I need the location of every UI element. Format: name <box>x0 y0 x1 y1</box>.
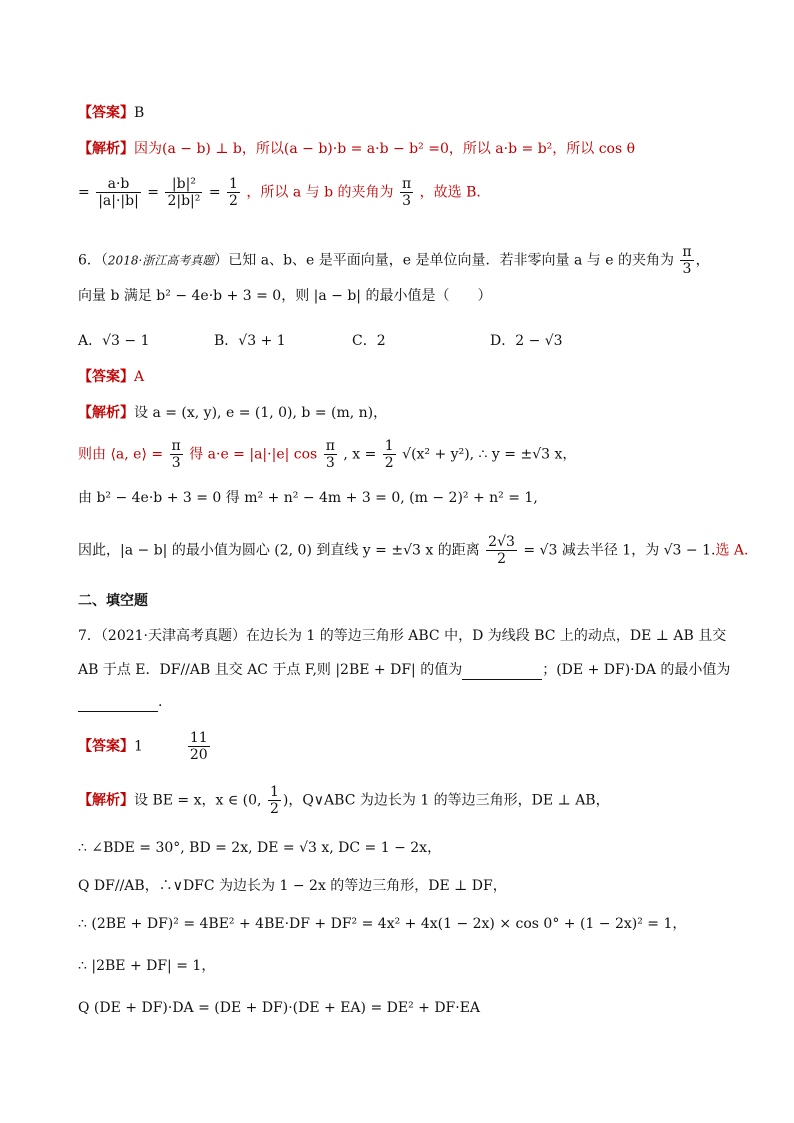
q6-analysis-line-4: 因此，|a − b| 的最小值为圆心 (2, 0) 到直线 y = ±√3 x 的距离 $\frac{2√3}{2}$ = √3 减去半径 1，为 √3 − 1.选 A. <box>78 534 749 567</box>
option-b: B．√3 + 1 <box>214 333 286 349</box>
q7-stem-line-1: 7．（2021·天津高考真题）在边长为 1 的等边三角形 ABC 中，D 为线段 BC 上的动点，DE ⊥ AB 且交 <box>78 628 727 644</box>
analysis-text: 因为(a − b) ⊥ b，所以(a − b)·b = a·b − b² =0，所以 a·b = b²，所以 cos θ <box>134 141 636 157</box>
answer-tag: 【答案】 <box>78 104 134 120</box>
answer-value: B <box>134 105 145 121</box>
q7-answer-line <box>78 730 212 763</box>
fraction-ab-over-norms: $\frac{a\cdot b}{|a|\cdot|b|}$ <box>98 176 139 209</box>
q6-analysis-line-2: 则由 ⟨a, e⟩ = $\frac{\pi}{3}$ 得 a·e = |a|·|e| cos $\frac{\pi}{3}$ , x = $\frac{1}{2}$ √(x² + y²), ∴ y = ±√3 x， <box>78 438 577 471</box>
analysis-tag: 【解析】 <box>78 791 134 808</box>
q7-stem-line-2: AB 于点 E．DF//AB 且交 AC 于点 F,则 |2BE + DF| 的值为 ；(DE + DF)·DA 的最小值为 <box>78 662 731 678</box>
section-heading: 二、填空题 <box>78 592 148 608</box>
q7-analysis-line-3: Q DF//AB，∴∨DFC 为边长为 1 − 2x 的等边三角形，DE ⊥ DF， <box>78 878 507 894</box>
q6-analysis-line-1: 【解析】设 a = (x, y), e = (1, 0), b = (m, n)， <box>78 404 388 421</box>
answer-blank-1 <box>462 665 542 680</box>
analysis-tag: 【解析】 <box>78 404 134 420</box>
question-source: 2018·浙江高考真题 <box>107 253 215 268</box>
q6-stem-line-2: 向量 b 满足 b² − 4e·b + 3 = 0，则 |a − b| 的最小值是（ ） <box>78 288 492 304</box>
option-d: D．2 − √3 <box>490 333 563 349</box>
option-c: C．2 <box>352 333 386 349</box>
answer-value-2: $\frac{11}{20}$ <box>189 730 208 763</box>
answer-blank-2 <box>78 697 158 712</box>
q6-answer-line <box>78 366 144 387</box>
option-a: A．√3 − 1 <box>78 333 150 349</box>
fraction-one-half: $\frac{1}{2}$ <box>229 176 238 209</box>
q5-answer-line <box>78 102 144 123</box>
q7-stem-line-3: . <box>78 692 162 712</box>
q7-analysis-line-6: Q (DE + DF)·DA = (DE + DF)·(DE + EA) = DE² + DF·EA <box>78 1000 481 1016</box>
answer-value-1: 1 <box>134 738 143 755</box>
equals-sign: = <box>78 184 90 201</box>
answer-tag: 【答案】 <box>78 737 134 754</box>
q7-analysis-line-5: ∴ |2BE + DF| = 1， <box>78 958 216 974</box>
q5-analysis-line-2: = $\frac{a\cdot b}{|a|\cdot|b|}$ = $\frac{\text{|b|²}}{\text{2|b|²}}$ = $\frac{1}{2}$ ，所以 a 与 b 的夹角为 $\frac{\pi}{3}$ ，故选 B． <box>78 176 491 209</box>
fraction-pi-third: $\frac{\pi}{3}$ <box>401 176 412 209</box>
answer-value: A <box>134 369 145 385</box>
q6-analysis-line-3: 由 b² − 4e·b + 3 = 0 得 m² + n² − 4m + 3 = 0, (m − 2)² + n² = 1, <box>78 490 538 506</box>
q5-analysis-line-1 <box>78 138 635 159</box>
fraction-b-squared: $\frac{\text{|b|²}}{\text{2|b|²}}$ <box>167 176 201 209</box>
q6-stem-line-1: 6．（2018·浙江高考真题）已知 a、b、e 是平面向量，e 是单位向量．若非零向量 a 与 e 的夹角为 $\frac{\pi}{3}$ ， <box>78 244 710 277</box>
q7-analysis-line-4: ∴ (2BE + DF)² = 4BE² + 4BE·DF + DF² = 4x² + 4x(1 − 2x) × cos 0° + (1 − 2x)² = 1， <box>78 916 687 932</box>
q7-analysis-line-1: 【解析】设 BE = x，x ∈ (0, $\frac{1}{2}$ )，Q∨ABC 为边长为 1 的等边三角形，DE ⊥ AB， <box>78 784 610 817</box>
q7-analysis-line-2: ∴ ∠BDE = 30°, BD = 2x, DE = √3 x, DC = 1 − 2x， <box>78 840 442 856</box>
answer-tag: 【答案】 <box>78 368 134 384</box>
fraction-pi-third: $\frac{\pi}{3}$ <box>682 244 692 277</box>
analysis-tag: 【解析】 <box>78 140 134 156</box>
